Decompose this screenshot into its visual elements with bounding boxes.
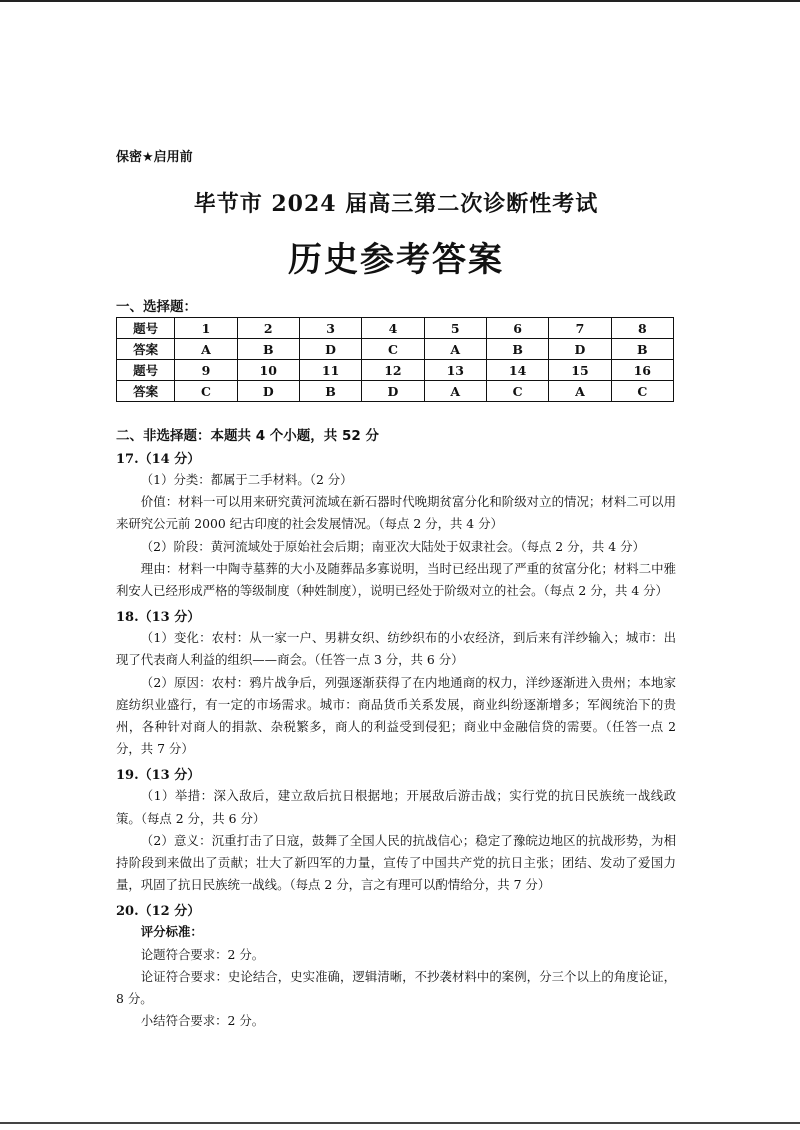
table-row [117,318,674,339]
table-row [117,360,674,381]
question-heading: 17.（14 分） [116,452,201,467]
table-cell: 题号 [117,318,175,339]
table-cell: C [611,381,673,402]
table-cell: 12 [362,360,424,381]
criteria-label: 评分标准： [140,924,203,940]
table-cell: 13 [424,360,486,381]
question-heading: 20.（12 分） [116,904,201,920]
table-cell: B [237,339,299,360]
document-title: 历史参考答案 [288,240,504,280]
answer-paragraph: （1）变化：农村：从一家一户、男耕女织、纺纱织布的小农经济，到后来有洋纱输入；城市：出现了代表商人利益的组织——商会。（任答一点 3 分，共 6 分） [116,630,676,668]
question-19 [116,764,676,896]
table-cell: 9 [175,360,237,381]
table-cell: 1 [175,318,237,339]
table-cell: A [175,339,237,360]
table-cell: C [362,339,424,360]
answer-paragraph: 论题符合要求：2 分。 [140,946,265,962]
answer-paragraph: （2）意义：沉重打击了日寇，鼓舞了全国人民的抗战信心；稳定了豫皖边地区的抗战形势，为相持阶段到来做出了贡献；壮大了新四军的力量，宣传了中国共产党的抗日主张；团结、发动了爱国力量，巩固了抗日民族统一战线。（每点 2 分，言之有理可以酌情给分，共 7 分） [116,832,676,893]
answer-paragraph: （1）分类：都属于二手材料。（2 分） [140,472,353,487]
table-cell: A [424,381,486,402]
table-cell: 6 [486,318,548,339]
table-cell: C [175,381,237,402]
table-cell: D [299,339,361,360]
table-cell: 10 [237,360,299,381]
table-cell: 16 [611,360,673,381]
table-cell: 7 [549,318,611,339]
bottom-edge-line [0,1122,800,1124]
question-18 [116,606,676,760]
question-heading: 18.（13 分） [116,610,201,626]
table-cell: 题号 [117,360,175,381]
table-row [117,381,674,402]
table-cell: 8 [611,318,673,339]
table-cell: B [611,339,673,360]
table-cell: 15 [549,360,611,381]
section2-heading: 二、非选择题：本题共 4 个小题，共 52 分 [116,428,379,444]
answer-paragraph: （1）举措：深入敌后，建立敌后抗日根据地；开展敌后游击战；实行党的抗日民族统一战线政策。（每点 2 分，共 6 分） [116,788,676,826]
answer-paragraph: 理由：材料一中陶寺墓葬的大小及随葬品多寡说明，当时已经出现了严重的贫富分化；材料二中雅利安人已经形成严格的等级制度（种姓制度），说明已经处于阶级对立的社会。（每点 2 分，共 4 分） [116,560,676,599]
table-cell: 5 [424,318,486,339]
table-cell: C [486,381,548,402]
table-cell: 4 [362,318,424,339]
question-17 [116,448,676,602]
table-cell: 14 [486,360,548,381]
answer-paragraph: （2）原因：农村：鸦片战争后，列强逐渐获得了在内地通商的权力，洋纱逐渐进入贵州；本地家庭纺织业盛行，有一定的市场需求。城市：商品货币关系发展，商业纠纷逐渐增多；军阀统治下的贵州，各种针对商人的捐款、杂税繁多，商人的利益受到侵犯；商业中金融信贷的需要。（任答一点 2 分，共 7 分） [116,674,676,757]
table-cell: 3 [299,318,361,339]
table-cell: D [549,339,611,360]
answer-paragraph: （2）阶段：黄河流域处于原始社会后期；南亚次大陆处于奴隶社会。（每点 2 分，共 4 分） [140,538,645,554]
table-cell: 答案 [117,339,175,360]
table-cell: B [299,381,361,402]
section1-heading: 一、选择题： [116,299,197,315]
confidential-mark: 保密★启用前 [116,150,193,165]
table-cell: A [424,339,486,360]
answer-paragraph: 价值：材料一可以用来研究黄河流域在新石器时代晚期贫富分化和阶级对立的情况；材料二可以用来研究公元前 2000 纪古印度的社会发展情况。（每点 2 分，共 4 分） [116,494,676,532]
table-cell: 11 [299,360,361,381]
question-heading: 19.（13 分） [116,768,201,784]
table-cell: D [362,381,424,402]
top-edge-line [0,0,800,2]
table-cell: D [237,381,299,402]
answer-table [116,317,674,402]
question-20 [116,900,676,1032]
table-cell: 2 [237,318,299,339]
answer-sheet [116,146,676,1032]
table-cell: B [486,339,548,360]
table-cell: A [549,381,611,402]
table-cell: 答案 [117,381,175,402]
exam-title: 毕节市 2024 届高三第二次诊断性考试 [193,191,599,217]
answer-paragraph: 小结符合要求：2 分。 [140,1013,265,1029]
table-row [117,339,674,360]
answer-paragraph: 论证符合要求：史论结合，史实准确，逻辑清晰，不抄袭材料中的案例，分三个以上的角度论证，8 分。 [116,968,676,1007]
